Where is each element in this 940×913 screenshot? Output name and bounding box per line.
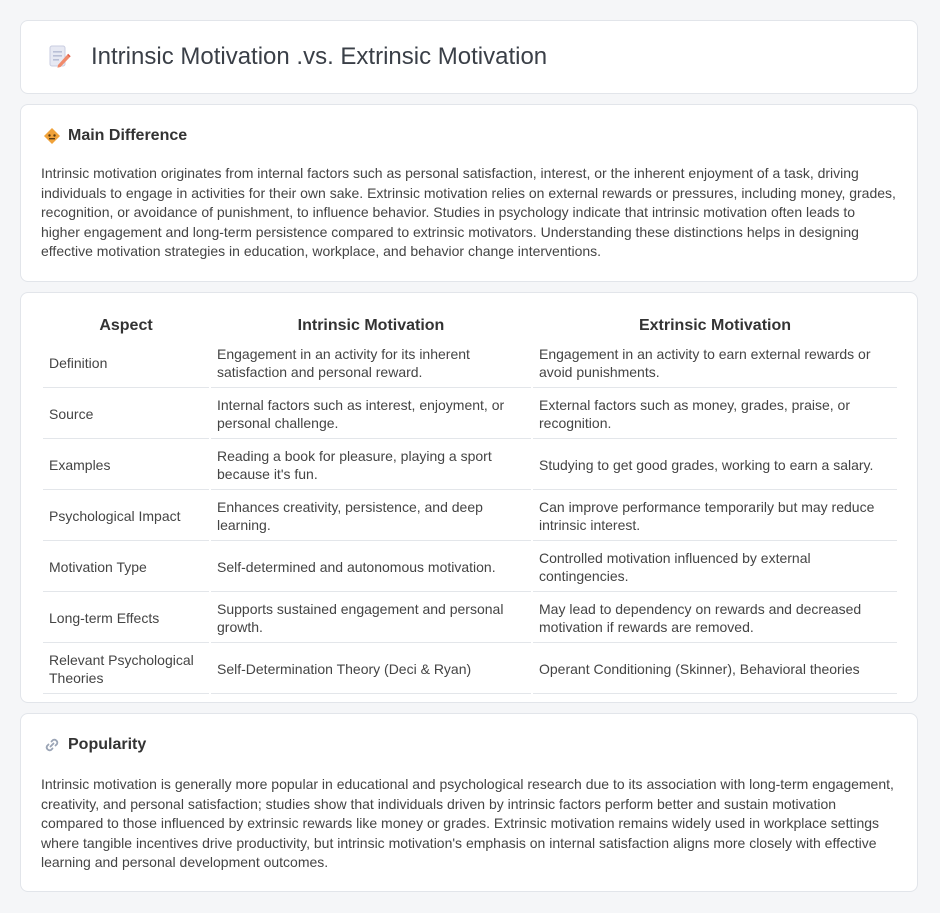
comparison-table <box>41 313 899 696</box>
extrinsic-cell: Controlled motivation influenced by external contingencies. <box>533 543 897 592</box>
extrinsic-cell: Can improve performance temporarily but may reduce intrinsic interest. <box>533 492 897 541</box>
main-difference-heading: Main Difference <box>68 127 188 144</box>
aspect-cell: Definition <box>43 339 209 388</box>
table-row <box>43 390 897 439</box>
intrinsic-cell: Supports sustained engagement and personal growth. <box>211 594 531 643</box>
page-title: Intrinsic Motivation .vs. Extrinsic Motivation <box>91 43 548 70</box>
intrinsic-cell: Internal factors such as interest, enjoyment, or personal challenge. <box>211 390 531 439</box>
intrinsic-cell: Engagement in an activity for its inherent satisfaction and personal reward. <box>211 339 531 388</box>
aspect-cell: Motivation Type <box>43 543 209 592</box>
table-row <box>43 492 897 541</box>
aspect-cell: Psychological Impact <box>43 492 209 541</box>
table-row <box>43 594 897 643</box>
header-aspect: Aspect <box>99 317 153 334</box>
title-row <box>47 43 547 71</box>
main-difference-text: Intrinsic motivation originates from internal factors such as personal satisfaction, interest, or the inherent enjoyment of a task, driving individuals to engage in activities for their own sake. Extrinsic motivation relies on external rewards or pressures, including money, grades, recognition, or avoidance of punishment, to influence behavior. Studies in psychology indicate that intrinsic motivation often leads to higher engagement and long-term persistence compared to extrinsic motivators. Understanding these distinctions helps in designing effective motivation strategies in education, workplace, and behavior change interventions. <box>41 165 896 259</box>
popularity-text: Intrinsic motivation is generally more popular in educational and psychological research due to its association with long-term engagement, creativity, and personal satisfaction; studies show that individuals driven by intrinsic factors perform better and sustain motivation compared to those influenced by extrinsic rewards like money or grades. Extrinsic motivation remains widely used in workplace settings where tangible incentives drive productivity, but intrinsic motivation's emphasis on internal satisfaction aligns more closely with effective learning and personal development outcomes. <box>41 776 894 870</box>
extrinsic-cell: Studying to get good grades, working to earn a salary. <box>533 441 897 490</box>
diamond-warning-icon <box>43 127 61 145</box>
extrinsic-cell: Operant Conditioning (Skinner), Behavioral theories <box>533 645 897 694</box>
intrinsic-cell: Self-determined and autonomous motivation. <box>211 543 531 592</box>
comparison-section <box>20 292 918 703</box>
title-card <box>20 20 918 94</box>
aspect-cell: Relevant Psychological Theories <box>43 645 209 694</box>
main-difference-header <box>43 127 187 145</box>
extrinsic-cell: May lead to dependency on rewards and decreased motivation if rewards are removed. <box>533 594 897 643</box>
extrinsic-cell: External factors such as money, grades, praise, or recognition. <box>533 390 897 439</box>
intrinsic-cell: Reading a book for pleasure, playing a sport because it's fun. <box>211 441 531 490</box>
header-intrinsic: Intrinsic Motivation <box>297 317 445 334</box>
popularity-heading: Popularity <box>68 736 147 753</box>
table-row <box>43 645 897 694</box>
header-extrinsic: Extrinsic Motivation <box>638 317 792 334</box>
aspect-cell: Examples <box>43 441 209 490</box>
link-icon <box>43 736 61 754</box>
table-row <box>43 339 897 388</box>
aspect-cell: Long-term Effects <box>43 594 209 643</box>
popularity-section <box>20 713 918 892</box>
main-difference-section <box>20 104 918 282</box>
extrinsic-cell: Engagement in an activity to earn external rewards or avoid punishments. <box>533 339 897 388</box>
table-header-row <box>43 315 897 337</box>
intrinsic-cell: Enhances creativity, persistence, and deep learning. <box>211 492 531 541</box>
intrinsic-cell: Self-Determination Theory (Deci & Ryan) <box>211 645 531 694</box>
table-row <box>43 441 897 490</box>
aspect-cell: Source <box>43 390 209 439</box>
document-edit-icon <box>47 44 71 70</box>
table-row <box>43 543 897 592</box>
popularity-header <box>43 736 146 754</box>
